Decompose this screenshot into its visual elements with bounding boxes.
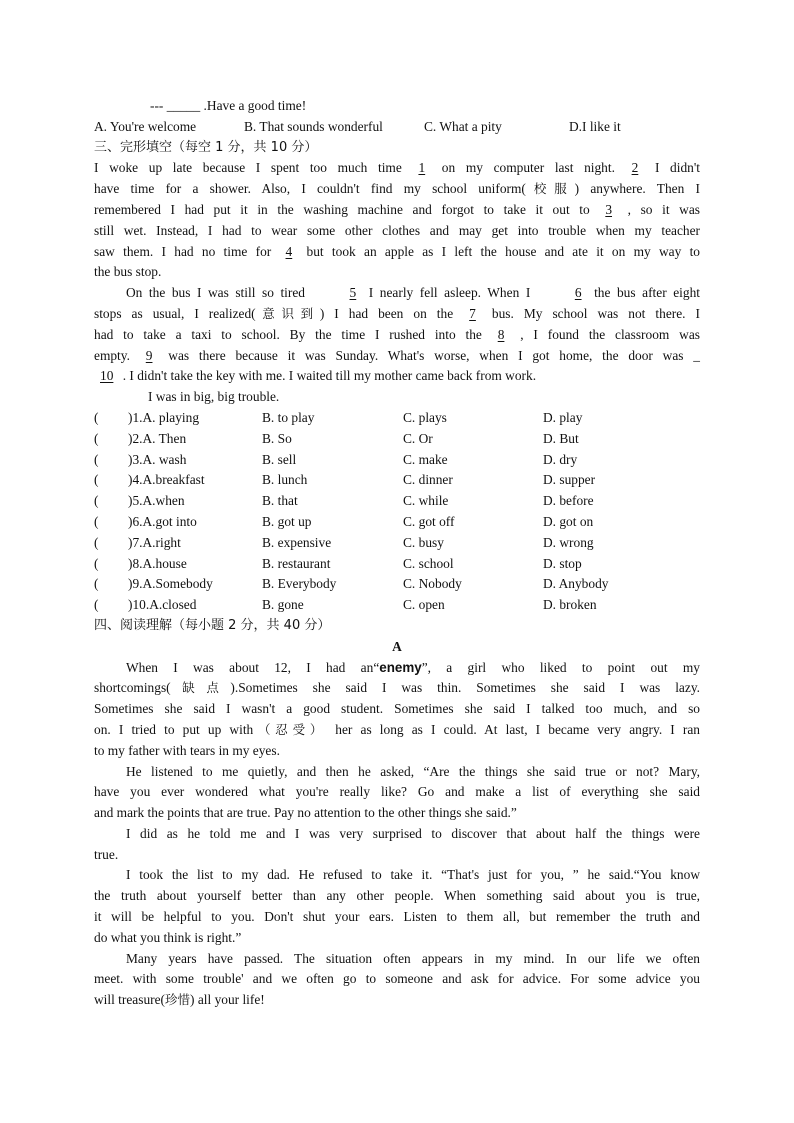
answer-option: B. sell — [262, 451, 297, 467]
text-run: saw them. I had no time for — [94, 243, 280, 259]
text-run: meet. with some trouble' and we often go to someone and ask for advice. For some advice you — [94, 971, 700, 987]
answer-option: B. got up — [262, 513, 312, 529]
option-a: A. You're welcome — [94, 118, 197, 134]
text-run: on. I tried to put up with — [94, 721, 254, 737]
answer-option: C. while — [403, 493, 449, 509]
answer-option: )10.A.closed — [128, 597, 197, 613]
cloze-paragraph-3: I was in big, big trouble. — [148, 389, 280, 405]
text-run: it will be helpful to you. Don't shut your ears. Listen to them all, but remember the truth and — [94, 909, 700, 925]
option-d: D.I like it — [569, 118, 621, 134]
text-run: I didn't — [644, 160, 700, 176]
cloze-paragraph-1 — [94, 158, 700, 283]
dialog-line: --- _____ .Have a good time! — [150, 98, 307, 113]
text-run: stops as usual, I realized( — [94, 305, 256, 321]
cloze-paragraph-2 — [94, 283, 700, 387]
text-run: ”, a girl who liked to point out my — [421, 659, 700, 675]
answer-option: D. supper — [543, 472, 596, 488]
answer-bracket[interactable]: ( — [94, 451, 99, 467]
text-run: on my computer last night. — [431, 160, 626, 176]
answer-option: D. broken — [543, 597, 597, 613]
cloze-blank: 2 — [631, 160, 639, 176]
cloze-blank: 4 — [285, 243, 293, 259]
text-run: but took an apple as I left the house and ate it on my way to — [298, 243, 700, 259]
answer-option: C. open — [403, 597, 445, 613]
chinese-gloss: （忍受） — [253, 721, 328, 737]
cloze-questions — [94, 408, 700, 616]
reading-line — [94, 720, 700, 741]
cloze-blank: 10 — [100, 368, 114, 384]
paragraph-line — [94, 325, 700, 346]
option-b: B. That sounds wonderful — [244, 118, 383, 134]
answer-option: B. lunch — [262, 472, 308, 488]
answer-option: C. make — [403, 451, 448, 467]
question-row — [94, 554, 700, 575]
text-run: empty. — [94, 347, 140, 363]
answer-option: )2.A. Then — [128, 430, 187, 446]
option-c: C. What a pity — [424, 118, 502, 134]
text-run: , I found the classroom was — [510, 326, 700, 342]
text-run: I did as he told me and I was very surprised to discover that about half the things were — [126, 825, 700, 841]
text-run: Sometimes she said I wasn't a good student. Sometimes she said I talked too much, and so — [94, 701, 700, 717]
answer-option: D. wrong — [543, 534, 594, 550]
answer-bracket[interactable]: ( — [94, 576, 99, 592]
question-row — [94, 574, 700, 595]
paragraph-line — [94, 346, 700, 367]
text-run: Many years have passed. The situation often appears in my mind. In our life we often — [126, 950, 700, 966]
reading-line — [94, 741, 700, 762]
question-row — [94, 533, 700, 554]
paragraph-line — [94, 262, 700, 283]
paragraph-line — [94, 179, 700, 200]
cloze-blank: 6 — [574, 285, 582, 301]
reading-line — [94, 949, 700, 970]
answer-option: C. dinner — [403, 472, 453, 488]
chinese-gloss: 校服 — [525, 181, 575, 197]
answer-option: C. Or — [403, 430, 433, 446]
text-run: shortcomings( — [94, 680, 171, 696]
reading-line — [94, 928, 700, 949]
answer-bracket[interactable]: ( — [94, 534, 99, 550]
text-run: have you ever wondered what you're really like? Go and make a list of everything she said — [94, 784, 700, 800]
answer-option: D. Anybody — [543, 576, 609, 592]
dialog-options — [94, 117, 700, 138]
answer-option: D. stop — [543, 555, 582, 571]
reading-line — [94, 969, 700, 990]
passage-subtitle: A — [392, 638, 402, 654]
answer-option: C. plays — [403, 409, 447, 425]
text-run: ) all your life! — [190, 992, 265, 1008]
answer-option: B. that — [262, 493, 298, 509]
answer-bracket[interactable]: ( — [94, 472, 99, 488]
answer-option: )9.A.Somebody — [128, 576, 213, 592]
reading-line — [94, 865, 700, 886]
text-run: On the bus I was still so tired — [126, 285, 312, 301]
text-run: He listened to me quietly, and then he asked, “Are the things she said true or not? Mary, — [126, 763, 700, 779]
text-run: I woke up late because I spent too much time — [94, 160, 413, 176]
reading-line — [94, 678, 700, 699]
cloze-blank: 1 — [418, 160, 426, 176]
exam-page — [94, 96, 700, 1011]
answer-option: B. to play — [262, 409, 315, 425]
text-run: bus. My school was not there. I — [481, 305, 700, 321]
cloze-blank: 3 — [605, 201, 613, 217]
reading-line — [94, 845, 700, 866]
text-run: had to take a taxi to school. By the time I rushed into the — [94, 326, 492, 342]
text-run: and mark the points that are true. Pay no attention to the other things she said.” — [94, 805, 517, 821]
answer-option: )5.A.when — [128, 493, 185, 509]
answer-option: C. Nobody — [403, 576, 462, 592]
text-run: ) I had been on the — [319, 305, 464, 321]
question-row — [94, 470, 700, 491]
reading-line — [94, 699, 700, 720]
chinese-gloss: 珍惜 — [165, 992, 191, 1008]
reading-line — [94, 990, 700, 1011]
text-run: remembered I had put it in the washing machine and forgot to take it out to — [94, 201, 600, 217]
chinese-gloss: 意识到 — [255, 305, 320, 321]
answer-option: B. gone — [262, 597, 304, 613]
answer-bracket[interactable]: ( — [94, 430, 99, 446]
text-run: the truth about yourself better than any other people. When something said about you is true, — [94, 888, 700, 904]
reading-line — [94, 782, 700, 803]
reading-passage — [94, 658, 700, 1012]
reading-line — [94, 803, 700, 824]
cloze-blank: 8 — [497, 326, 505, 342]
chinese-gloss: 缺点 — [170, 680, 231, 696]
answer-option: )1.A. playing — [128, 409, 200, 425]
text-run: the bus stop. — [94, 264, 162, 280]
reading-line — [94, 886, 700, 907]
text-run: will treasure( — [94, 992, 166, 1008]
cloze-blank: 9 — [145, 347, 153, 363]
answer-option: )4.A.breakfast — [128, 472, 205, 488]
text-run: , so it was — [618, 201, 700, 217]
answer-option: D. before — [543, 493, 594, 509]
question-row — [94, 491, 700, 512]
answer-option: D. But — [543, 430, 579, 446]
question-row — [94, 408, 700, 429]
reading-line — [94, 824, 700, 845]
reading-line — [94, 907, 700, 928]
answer-option: D. play — [543, 409, 583, 425]
answer-option: D. got on — [543, 513, 594, 529]
text-run: the bus after eight — [587, 285, 700, 301]
text-run: her as long as I could. At last, I became very angry. I ran — [327, 721, 700, 737]
paragraph-line — [94, 242, 700, 263]
section4-heading: 四、阅读理解（每小题 2 分，共 40 分） — [94, 617, 331, 633]
question-row — [94, 450, 700, 471]
question-row — [94, 429, 700, 450]
text-run: have time for a shower. Also, I couldn't find my school uniform( — [94, 181, 526, 197]
text-run: to my father with tears in my eyes. — [94, 742, 280, 758]
text-run: was there because it was Sunday. What's worse, when I got home, the door was _ — [158, 347, 701, 363]
answer-option: C. busy — [403, 534, 444, 550]
text-run: . I didn't take the key with me. I waited till my mother came back from work. — [119, 368, 537, 384]
answer-option: B. restaurant — [262, 555, 331, 571]
paragraph-line — [94, 304, 700, 325]
text-run: ) anywhere. Then I — [574, 181, 700, 197]
answer-bracket[interactable]: ( — [94, 555, 99, 571]
text-run: I took the list to my dad. He refused to take it. “That's just for you, ” he said.“You know — [126, 867, 700, 883]
answer-bracket[interactable]: ( — [94, 597, 99, 613]
answer-option: )3.A. wash — [128, 451, 187, 467]
paragraph-line — [94, 221, 700, 242]
paragraph-line — [94, 200, 700, 221]
answer-option: )8.A.house — [128, 555, 187, 571]
answer-option: )7.A.right — [128, 534, 181, 550]
paragraph-line — [94, 283, 700, 304]
answer-option: B. Everybody — [262, 576, 337, 592]
answer-bracket[interactable]: ( — [94, 513, 99, 529]
text-run: still wet. Instead, I had to wear some other clothes and may get into trouble when my teacher — [94, 222, 700, 238]
text-run: do what you think is right.” — [94, 929, 242, 945]
paragraph-line — [94, 158, 700, 179]
question-row — [94, 512, 700, 533]
answer-option: B. So — [262, 430, 292, 446]
answer-option: C. got off — [403, 513, 455, 529]
section3-heading: 三、完形填空（每空 1 分，共 10 分） — [94, 139, 318, 155]
answer-option: B. expensive — [262, 534, 332, 550]
answer-option: )6.A.got into — [128, 513, 197, 529]
answer-option: D. dry — [543, 451, 578, 467]
text-run: When I was about 12, I had an“ — [126, 659, 380, 675]
text-run: true. — [94, 846, 119, 862]
answer-option: C. school — [403, 555, 454, 571]
paragraph-line — [94, 366, 700, 387]
reading-line — [94, 658, 700, 679]
reading-line — [94, 762, 700, 783]
cloze-blank: 5 — [349, 285, 357, 301]
text-run: ).Sometimes she said I was thin. Sometimes she said I was lazy. — [230, 680, 700, 696]
text-run: I nearly fell asleep. When I — [362, 285, 537, 301]
cloze-blank: 7 — [469, 305, 476, 321]
answer-bracket[interactable]: ( — [94, 493, 99, 509]
answer-bracket[interactable]: ( — [94, 409, 99, 425]
bold-word: enemy — [379, 659, 422, 675]
question-row — [94, 595, 700, 616]
